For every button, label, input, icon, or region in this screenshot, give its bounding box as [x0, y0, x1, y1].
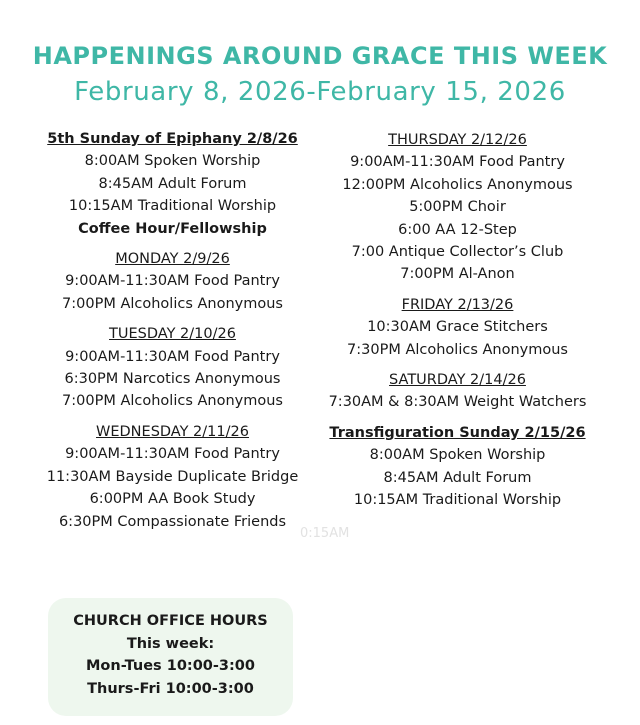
event-line: 6:30PM Narcotics Anonymous — [64, 371, 281, 388]
event-line: 10:15AM Traditional Worship — [353, 492, 562, 509]
event-line: 7:30AM & 8:30AM Weight Watchers — [328, 394, 587, 411]
day-block — [20, 421, 325, 533]
day-heading: THURSDAY 2/12/26 — [388, 132, 527, 148]
event-line: 10:30AM Grace Stitchers — [367, 319, 548, 336]
office-hours-line: This week: — [126, 635, 215, 652]
event-line: 8:45AM Adult Forum — [383, 469, 532, 486]
event-line: 7:00PM Alcoholics Anonymous — [62, 393, 283, 410]
event-line: 9:00AM-11:30AM Food Pantry — [350, 154, 565, 171]
day-heading: TUESDAY 2/10/26 — [109, 326, 236, 343]
day-block — [305, 369, 610, 414]
event-line: 6:30PM Compassionate Friends — [58, 513, 287, 530]
event-line: 6:00PM AA Book Study — [89, 491, 256, 508]
event-line: 12:00PM Alcoholics Anonymous — [342, 176, 573, 193]
faded-bleed-text: 0:15AM — [300, 526, 350, 541]
schedule-left-column — [20, 128, 325, 533]
day-heading: WEDNESDAY 2/11/26 — [96, 423, 249, 440]
event-line: 7:30PM Alcoholics Anonymous — [347, 341, 568, 358]
event-line: 11:30AM Bayside Duplicate Bridge — [46, 468, 299, 485]
event-line: 7:00PM Al-Anon — [400, 266, 515, 283]
event-line: 7:00PM Alcoholics Anonymous — [62, 295, 283, 312]
event-line: 8:45AM Adult Forum — [98, 175, 247, 192]
day-block — [20, 248, 325, 315]
event-line: 8:00AM Spoken Worship — [84, 153, 261, 170]
schedule-right-column — [305, 129, 610, 512]
event-line: 7:00 Antique Collector’s Club — [351, 244, 564, 261]
event-line: 8:00AM Spoken Worship — [369, 447, 546, 464]
office-hours-line: Thurs-Fri 10:00-3:00 — [87, 680, 254, 697]
event-line: 5:00PM Choir — [409, 199, 506, 216]
event-line: 6:00 AA 12-Step — [398, 221, 517, 238]
day-block — [20, 323, 325, 413]
event-line: 10:15AM Traditional Worship — [68, 198, 277, 215]
day-block — [20, 128, 325, 240]
office-hours-line: Mon-Tues 10:00-3:00 — [86, 658, 255, 674]
day-heading: FRIDAY 2/13/26 — [401, 296, 514, 313]
day-heading: 5th Sunday of Epiphany 2/8/26 — [47, 131, 298, 147]
office-hours-box — [48, 598, 293, 716]
day-block — [305, 422, 610, 512]
date-range: February 8, 2026-February 15, 2026 — [74, 77, 566, 107]
event-line: Coffee Hour/Fellowship — [78, 220, 267, 237]
office-hours-title: CHURCH OFFICE HOURS — [73, 613, 268, 629]
day-heading: Transfiguration Sunday 2/15/26 — [329, 424, 586, 441]
event-line: 9:00AM-11:30AM Food Pantry — [65, 446, 280, 463]
event-line: 9:00AM-11:30AM Food Pantry — [65, 348, 280, 365]
day-block — [305, 129, 610, 286]
event-line: 9:00AM-11:30AM Food Pantry — [65, 273, 280, 290]
page-title: HAPPENINGS AROUND GRACE THIS WEEK — [32, 42, 608, 70]
day-heading: SATURDAY 2/14/26 — [389, 372, 526, 389]
day-heading: MONDAY 2/9/26 — [115, 251, 230, 268]
day-block — [305, 294, 610, 361]
